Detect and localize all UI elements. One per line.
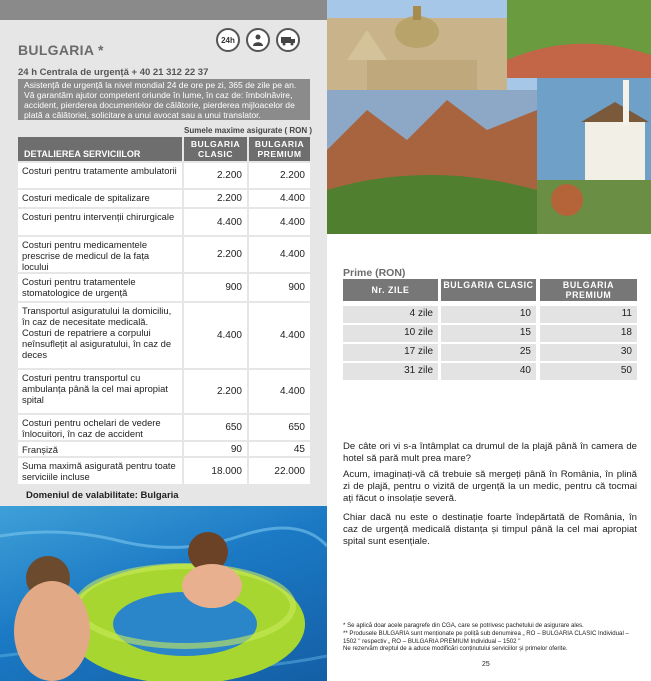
service-label: Costuri pentru medicamentele prescrise de medicul de la fața locului <box>18 237 182 272</box>
col-header-clasic: BULGARIA CLASIC <box>441 279 536 301</box>
clasic-value: 2.200 <box>184 190 247 207</box>
validity-domain: Domeniul de valabilitate: Bulgaria <box>26 490 179 501</box>
clasic-premium-cell: 15 <box>441 325 536 342</box>
top-strip <box>0 0 327 20</box>
col-header-days: Nr. ZILE <box>343 279 438 301</box>
clasic-premium-cell: 10 <box>441 306 536 323</box>
clasic-value: 900 <box>184 274 247 301</box>
clasic-value: 90 <box>184 442 247 456</box>
premium-premium-cell: 50 <box>540 363 637 380</box>
premium-value: 650 <box>249 415 310 440</box>
table-row <box>18 370 310 413</box>
col-header-detail: DETALIEREA SERVICIILOR <box>18 137 182 161</box>
paragraph-1: De câte ori vi s-a întâmplat ca drumul de la plajă până în camera de hotel să pară mult prea mare? <box>343 441 637 464</box>
days-cell: 31 zile <box>343 363 438 380</box>
table-row <box>18 274 310 301</box>
premium-value: 45 <box>249 442 310 456</box>
premium-value: 4.400 <box>249 209 310 235</box>
premium-premium-cell: 30 <box>540 344 637 361</box>
table-row <box>18 163 310 188</box>
clasic-value: 4.400 <box>184 303 247 368</box>
days-cell: 10 zile <box>343 325 438 342</box>
table-row <box>18 442 310 456</box>
clasic-value: 4.400 <box>184 209 247 235</box>
service-label: Costuri pentru tratamente ambulatorii <box>18 163 182 188</box>
service-label: Transportul asiguratului la domiciliu, în caz de necesitate medicală. Costuri de repatriere a corpului neînsuflețit al asiguratului, în caz de deces <box>18 303 182 368</box>
prime-label: Prime (RON) <box>343 267 406 279</box>
premium-value: 4.400 <box>249 237 310 272</box>
service-icons <box>216 28 300 52</box>
premium-premium-cell: 18 <box>540 325 637 342</box>
col-header-premium: BULGARIA PREMIUM <box>249 137 310 161</box>
assistance-description: Asistență de urgență la nivel mondial 24 de ore pe zi, 365 de zile pe an. Vă garantăm ajutor competent oriunde în lume, în caz de: îmbolnăvire, accident, pierderea documentelor de călătorie, pierderea mijloacelor de plată a călătoriei, solicitare a unui avocat sau a unui translator. <box>18 79 310 120</box>
footnote-3: Ne rezervăm dreptul de a aduce modificări conținutului serviciilor și primelor oferite. <box>343 645 568 653</box>
table-row <box>18 237 310 272</box>
table-row <box>18 190 310 207</box>
24h-phone-icon: 24h <box>216 28 240 52</box>
page-title: BULGARIA * <box>18 42 104 58</box>
emergency-phone: 24 h Centrala de urgență + 40 21 312 22 37 <box>18 67 209 78</box>
clasic-value: 2.200 <box>184 163 247 188</box>
clasic-value: 650 <box>184 415 247 440</box>
footnote-2: ** Produsele BULGARIA sunt menționate pe poliță sub denumirea „ RO – BULGARIA CLASIC Individual – 1502 " respectiv „ RO – BULGARIA PREMIUM Individual – 1502 " <box>343 629 629 645</box>
clasic-value: 2.200 <box>184 370 247 413</box>
clasic-premium-cell: 40 <box>441 363 536 380</box>
service-label: Costuri pentru intervenții chirurgicale <box>18 209 182 235</box>
premium-value: 4.400 <box>249 190 310 207</box>
service-label: Costuri pentru ochelari de vedere înlocuitori, în caz de accident <box>18 415 182 440</box>
premium-value: 2.200 <box>249 163 310 188</box>
table-row <box>18 303 310 368</box>
service-label: Franșiză <box>18 442 182 456</box>
table-row <box>18 209 310 235</box>
col-header-clasic: BULGARIA CLASIC <box>184 137 247 161</box>
premium-value: 4.400 <box>249 303 310 368</box>
footnotes <box>343 622 643 653</box>
clasic-premium-cell: 25 <box>441 344 536 361</box>
sum-insured-header: Sumele maxime asigurate ( RON ) <box>184 126 313 135</box>
clasic-value: 18.000 <box>184 458 247 484</box>
bulgaria-collage-photo <box>327 0 651 234</box>
pool-photo <box>0 506 327 681</box>
premium-value: 900 <box>249 274 310 301</box>
premium-value: 22.000 <box>249 458 310 484</box>
service-label: Suma maximă asigurată pentru toate serviciile incluse <box>18 458 182 484</box>
service-label: Costuri medicale de spitalizare <box>18 190 182 207</box>
days-cell: 4 zile <box>343 306 438 323</box>
days-cell: 17 zile <box>343 344 438 361</box>
table-row <box>18 458 310 484</box>
footnote-1: * Se aplică doar acele paragrefe din CGA, care se potrivesc pachetului de asigurare ales. <box>343 622 584 629</box>
premium-value: 4.400 <box>249 370 310 413</box>
doctor-icon <box>246 28 270 52</box>
service-label: Costuri pentru transportul cu ambulanța până la cel mai apropiat spital <box>18 370 182 413</box>
table-row <box>18 415 310 440</box>
col-header-premium: BULGARIA PREMIUM <box>540 279 637 301</box>
service-label: Costuri pentru tratamentele stomatologice de urgență <box>18 274 182 301</box>
ambulance-icon <box>276 28 300 52</box>
clasic-value: 2.200 <box>184 237 247 272</box>
paragraph-3: Chiar dacă nu este o destinație foarte îndepărtată de România, în caz de urgență medicală distanța și timpul până la cel mai apropiat spital sunt esențiale. <box>343 512 637 547</box>
premium-premium-cell: 11 <box>540 306 637 323</box>
paragraph-2: Acum, imaginați-vă că trebuie să mergeți până în România, în plină zi de plajă, pentru o vizită de urgență la un medic, pentru că tocmai ați făcut o insolație severă. <box>343 469 637 504</box>
page-number: 25 <box>482 661 490 668</box>
